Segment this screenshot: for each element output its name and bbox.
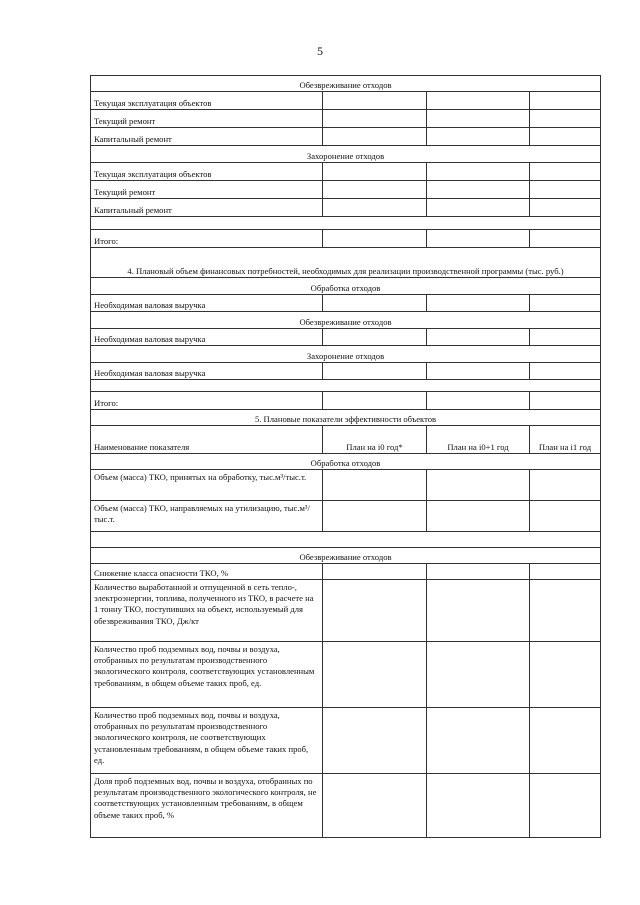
indicator-label: Доля проб подземных вод, почвы и воздуха, отобранных по результатам производственного экологического контроля, не соответствующих установленным требованиям, в общем объеме таких проб, % (91, 774, 323, 838)
table-cell[interactable] (323, 230, 427, 248)
section-header-row (91, 346, 601, 363)
indicator-label: Объем (масса) ТКО, принятых на обработку, тыс.м³/тыс.т. (91, 470, 323, 501)
table-cell[interactable] (323, 295, 427, 312)
section-header-obezvr: Обезвреживание отходов (91, 548, 601, 564)
table-cell[interactable] (530, 181, 601, 199)
table-cell[interactable] (323, 92, 427, 110)
empty-cell (91, 217, 601, 230)
table-cell[interactable] (323, 363, 427, 380)
section-title-row (91, 248, 601, 278)
table-cell[interactable] (530, 230, 601, 248)
row-label: Капитальный ремонт (91, 199, 323, 217)
section-header-row (91, 548, 601, 564)
table-cell[interactable] (323, 774, 427, 838)
section-header-row (91, 76, 601, 92)
table-cell[interactable] (427, 392, 530, 410)
table-row (91, 363, 601, 380)
table-cell[interactable] (323, 501, 427, 532)
section-header-row (91, 454, 601, 470)
table-cell[interactable] (530, 363, 601, 380)
section-header-obrab: Обработка отходов (91, 278, 601, 295)
indicator-label: Объем (масса) ТКО, направляемых на утилизацию, тыс.м³/тыс.т. (91, 501, 323, 532)
table-cell[interactable] (427, 295, 530, 312)
table-cell[interactable] (427, 199, 530, 217)
table-row (91, 470, 601, 501)
table-row (91, 199, 601, 217)
table-cell[interactable] (530, 92, 601, 110)
section-header-obezvr: Обезвреживание отходов (91, 312, 601, 329)
table-cell[interactable] (530, 295, 601, 312)
table-row (91, 163, 601, 181)
row-label: Текущий ремонт (91, 181, 323, 199)
table-cell[interactable] (323, 470, 427, 501)
empty-row (91, 217, 601, 230)
column-header-name: Наименование показателя (91, 426, 323, 454)
table-cell[interactable] (530, 580, 601, 642)
indicator-label: Количество выработанной и отпущенной в сеть тепло-, электроэнергии, топлива, полученного из ТКО, в расчете на 1 тонну ТКО, поступивших на объект, используемый для обезвреживания ТКО, Дж/кт (91, 580, 323, 642)
section-header-row (91, 312, 601, 329)
empty-cell (91, 380, 601, 392)
table-cell[interactable] (427, 128, 530, 146)
row-label: Капитальный ремонт (91, 128, 323, 146)
table-row (91, 295, 601, 312)
table-cell[interactable] (530, 501, 601, 532)
section-5-title: 5. Плановые показатели эффективности объектов (91, 410, 601, 426)
table-cell[interactable] (323, 642, 427, 708)
table-cell[interactable] (427, 564, 530, 580)
empty-cell (91, 532, 601, 548)
table-row (91, 564, 601, 580)
table-row (91, 774, 601, 838)
empty-row (91, 380, 601, 392)
table-cell[interactable] (530, 564, 601, 580)
table-cell[interactable] (323, 564, 427, 580)
table-row (91, 230, 601, 248)
table-cell[interactable] (427, 363, 530, 380)
table-cell[interactable] (427, 92, 530, 110)
column-header-plan-i0: План на i0 год* (323, 426, 427, 454)
table-cell[interactable] (427, 501, 530, 532)
section-header-row (91, 146, 601, 163)
table-cell[interactable] (530, 470, 601, 501)
indicator-label: Снижение класса опасности ТКО, % (91, 564, 323, 580)
table-cell[interactable] (530, 774, 601, 838)
table-cell[interactable] (323, 708, 427, 774)
column-header-row (91, 426, 601, 454)
table-cell[interactable] (530, 392, 601, 410)
page-number: 5 (317, 44, 323, 58)
indicator-label: Количество проб подземных вод, почвы и воздуха, отобранных по результатам производственного экологического контроля, не соответствующих установленным требованиям, в общем объеме таких проб, ед. (91, 708, 323, 774)
table-cell[interactable] (530, 708, 601, 774)
table-cell[interactable] (530, 128, 601, 146)
table-cell[interactable] (427, 163, 530, 181)
table-cell[interactable] (530, 199, 601, 217)
table-cell[interactable] (530, 329, 601, 346)
indicator-label: Количество проб подземных вод, почвы и воздуха, отобранных по результатам производственного экологического контроля, соответствующих установленным требованиям, в общем объеме таких проб, ед. (91, 642, 323, 708)
row-label: Необходимая валовая выручка (91, 329, 323, 346)
row-label: Текущая эксплуатация объектов (91, 92, 323, 110)
production-program-table (90, 75, 601, 838)
section-title-row (91, 410, 601, 426)
section-header-obezvr: Обезвреживание отходов (91, 76, 601, 92)
row-label: Необходимая валовая выручка (91, 363, 323, 380)
section-header-row (91, 278, 601, 295)
table-cell[interactable] (427, 580, 530, 642)
column-header-plan-i0-1: План на i0+1 год (427, 426, 530, 454)
section-4-title: 4. Плановый объем финансовых потребностей, необходимых для реализации производственной программы (тыс. руб.) (91, 248, 601, 278)
table-cell[interactable] (323, 329, 427, 346)
table-cell[interactable] (323, 181, 427, 199)
table-cell[interactable] (427, 708, 530, 774)
section-header-zahor: Захоронение отходов (91, 146, 601, 163)
table-row (91, 580, 601, 642)
table-cell[interactable] (323, 110, 427, 128)
table-cell[interactable] (323, 128, 427, 146)
table-cell[interactable] (530, 163, 601, 181)
table-row (91, 532, 601, 548)
table-cell[interactable] (427, 110, 530, 128)
row-label: Итого: (91, 392, 323, 410)
table-row (91, 501, 601, 532)
table-row (91, 110, 601, 128)
table-cell[interactable] (427, 181, 530, 199)
table-cell[interactable] (530, 642, 601, 708)
row-label: Итого: (91, 230, 323, 248)
table-cell[interactable] (323, 199, 427, 217)
table-row (91, 128, 601, 146)
section-header-obrab: Обработка отходов (91, 454, 601, 470)
table-cell[interactable] (323, 392, 427, 410)
column-header-plan-i1: План на i1 год (530, 426, 601, 454)
table-cell[interactable] (427, 470, 530, 501)
table-row (91, 329, 601, 346)
table-row (91, 642, 601, 708)
row-label: Текущий ремонт (91, 110, 323, 128)
table-row (91, 392, 601, 410)
table-cell[interactable] (323, 580, 427, 642)
table-cell[interactable] (427, 230, 530, 248)
row-label: Текущая эксплуатация объектов (91, 163, 323, 181)
table-cell[interactable] (323, 163, 427, 181)
table-cell[interactable] (530, 110, 601, 128)
table-cell[interactable] (427, 642, 530, 708)
table-row (91, 708, 601, 774)
section-header-zahor: Захоронение отходов (91, 346, 601, 363)
table-row (91, 181, 601, 199)
table-row (91, 92, 601, 110)
table-cell[interactable] (427, 774, 530, 838)
table-cell[interactable] (427, 329, 530, 346)
row-label: Необходимая валовая выручка (91, 295, 323, 312)
